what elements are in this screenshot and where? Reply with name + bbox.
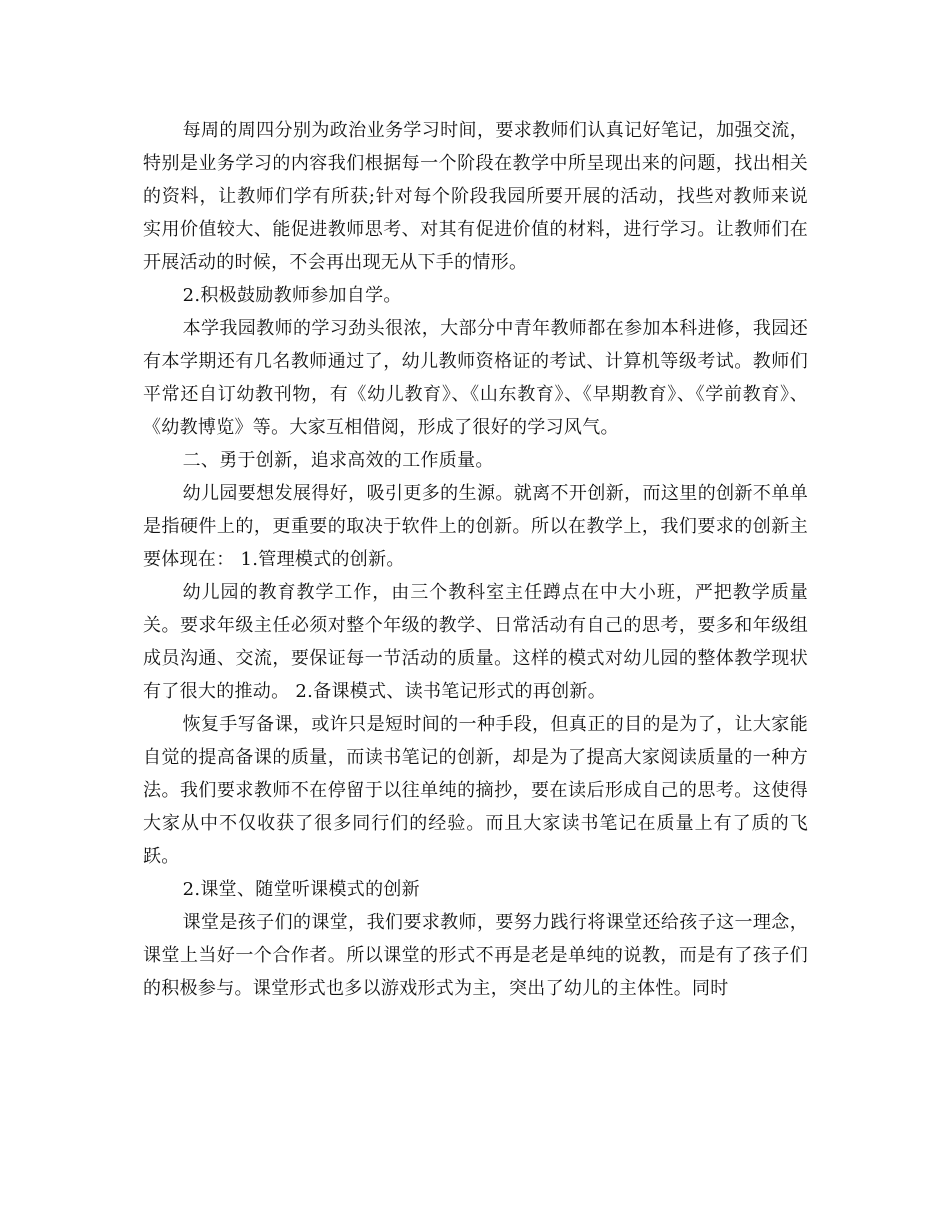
- paragraph-study-schedule: 每周的周四分别为政治业务学习时间，要求教师们认真记好笔记，加强交流，特别是业务学习的内容我们根据每一个阶段在教学中所呈现出来的问题，找出相关的资料，让教师们学有所获;针对每个阶段我园所要开展的活动，找些对教师来说实用价值较大、能促进教师思考、对其有促进价值的材料，进行学习。让教师们在开展活动的时候，不会再出现无从下手的情形。: [143, 120, 808, 273]
- paragraph-lesson-prep: 恢复手写备课，或许只是短时间的一种手段，但真正的目的是为了，让大家能自觉的提高备课的质量，而读书笔记的创新，却是为了提高大家阅读质量的一种方法。我们要求教师不在停留于以往单纯的摘抄，要在读后形成自己的思考。这使得大家从中不仅收获了很多同行们的经验。而且大家读书笔记在质量上有了质的飞跃。: [143, 714, 808, 867]
- paragraph-innovation: 幼儿园要想发展得好，吸引更多的生源。就离不开创新，而这里的创新不单单是指硬件上的，更重要的取决于软件上的创新。所以在教学上，我们要求的创新主要体现在： 1.管理模式的创新。: [143, 483, 808, 570]
- paragraph-self-study: 本学我园教师的学习劲头很浓，大部分中青年教师都在参加本科进修，我园还有本学期还有几名教师通过了，幼儿教师资格证的考试、计算机等级考试。教师们平常还自订幼教刊物，有《幼儿教育》、《山东教育》、《早期教育》、《学前教育》、《幼教博览》等。大家互相借阅，形成了很好的学习风气。: [143, 318, 808, 438]
- document-body: [143, 114, 808, 1005]
- paragraph-classroom: 课堂是孩子们的课堂，我们要求教师，要努力践行将课堂还给孩子这一理念，课堂上当好一个合作者。所以课堂的形式不再是老是单纯的说教，而是有了孩子们的积极参与。课堂形式也多以游戏形式为主，突出了幼儿的主体性。同时: [143, 912, 808, 999]
- heading-self-study: 2.积极鼓励教师参加自学。: [182, 285, 402, 306]
- paragraph-management-model: 幼儿园的教育教学工作，由三个教科室主任蹲点在中大小班，严把教学质量关。要求年级主任必须对整个年级的教学、日常活动有自己的思考，要多和年级组成员沟通、交流，要保证每一节活动的质量。这样的模式对幼儿园的整体教学现状有了很大的推动。 2.备课模式、读书笔记形式的再创新。: [143, 582, 808, 702]
- heading-innovation: 二、勇于创新，追求高效的工作质量。: [182, 450, 494, 471]
- heading-classroom-model: 2.课堂、随堂听课模式的创新: [182, 879, 420, 900]
